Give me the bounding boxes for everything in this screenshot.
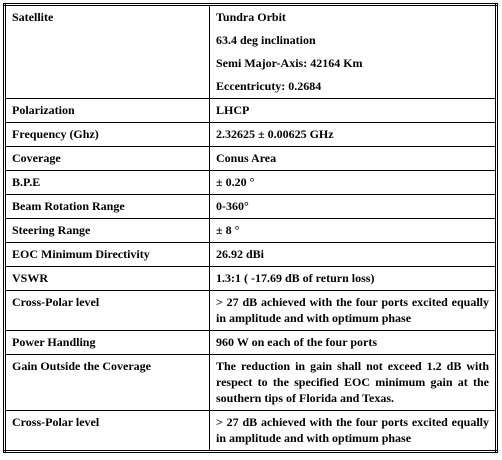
row-label: EOC Minimum Directivity <box>5 243 210 267</box>
table-row-cross-polar <box>5 291 497 331</box>
row-label: Gain Outside the Coverage <box>5 355 210 411</box>
row-value: 2.32625 ± 0.00625 GHz <box>210 123 497 147</box>
row-value: 26.92 dBi <box>210 243 497 267</box>
row-label: VSWR <box>5 267 210 291</box>
table-row-vswr <box>5 267 497 291</box>
table-row-satellite <box>5 5 497 99</box>
row-value: 1.3:1 ( -17.69 dB of return loss) <box>210 267 497 291</box>
table-row-coverage <box>5 147 497 171</box>
orbit-eccentricity: Eccentricuty: 0.2684 <box>216 79 322 93</box>
orbit-inclination: 63.4 deg inclination <box>216 33 316 47</box>
orbit-type: Tundra Orbit <box>216 10 286 24</box>
table-row-polarization <box>5 99 497 123</box>
row-label: Steering Range <box>5 219 210 243</box>
row-label: Cross-Polar level <box>5 411 210 452</box>
table-row-frequency <box>5 123 497 147</box>
specification-table <box>3 3 498 453</box>
row-value: 0-360° <box>210 195 497 219</box>
row-label: Satellite <box>5 5 210 99</box>
row-value: Conus Area <box>210 147 497 171</box>
row-label: B.P.E <box>5 171 210 195</box>
row-value: ± 0.20 ° <box>210 171 497 195</box>
table-row-steering-range <box>5 219 497 243</box>
row-label: Coverage <box>5 147 210 171</box>
orbit-semi-major-axis: Semi Major-Axis: 42164 Km <box>216 56 363 70</box>
row-label: Frequency (Ghz) <box>5 123 210 147</box>
table-row-beam-rotation <box>5 195 497 219</box>
row-value: The reduction in gain shall not exceed 1.2 dB with respect to the specified EOC minimum gain at the southern tips of Florida and Texas. <box>210 355 497 411</box>
table-row-cross-polar <box>5 411 497 452</box>
row-value: 960 W on each of the four ports <box>210 331 497 355</box>
table-row-bpe <box>5 171 497 195</box>
table-row-power-handling <box>5 331 497 355</box>
row-value: LHCP <box>210 99 497 123</box>
row-value: ± 8 ° <box>210 219 497 243</box>
row-label: Polarization <box>5 99 210 123</box>
row-value: > 27 dB achieved with the four ports excited equally in amplitude and with optimum phase <box>210 291 497 331</box>
row-label: Beam Rotation Range <box>5 195 210 219</box>
table-row-gain-outside-coverage <box>5 355 497 411</box>
table-row-eoc-directivity <box>5 243 497 267</box>
row-value <box>210 5 497 99</box>
row-value: > 27 dB achieved with the four ports excited equally in amplitude and with optimum phase <box>210 411 497 452</box>
row-label: Cross-Polar level <box>5 291 210 331</box>
row-label: Power Handling <box>5 331 210 355</box>
